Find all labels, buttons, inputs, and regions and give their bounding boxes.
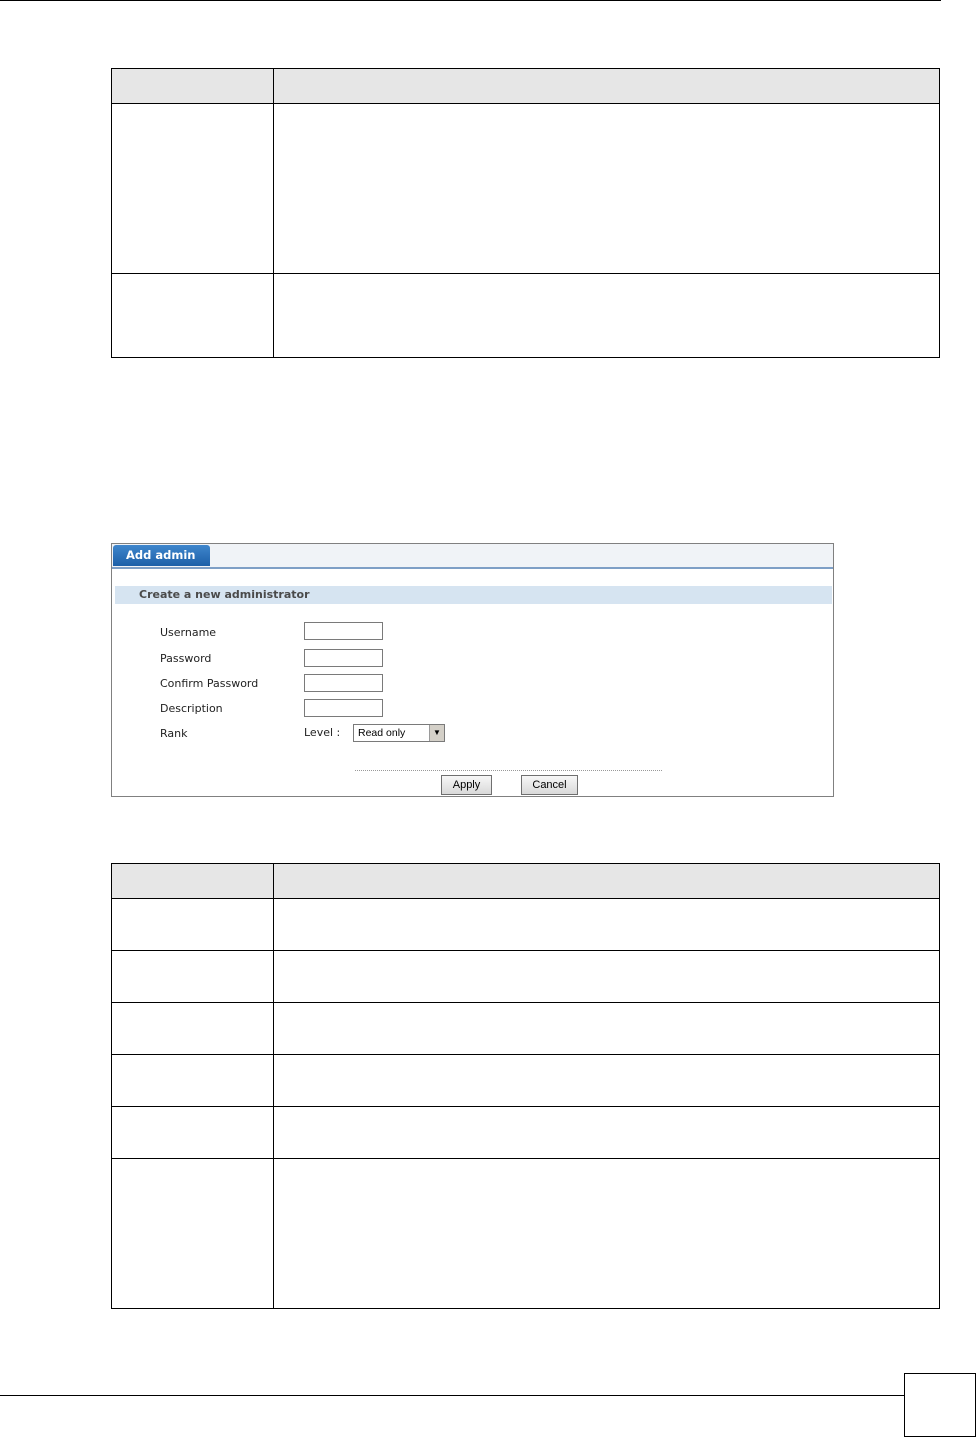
table-cell-label: [112, 1159, 274, 1309]
table-header-row: [112, 69, 940, 104]
confirm-password-label: Confirm Password: [160, 677, 259, 690]
table-cell-label: [112, 899, 274, 951]
level-select[interactable]: [353, 724, 445, 742]
table-cell-description: [274, 104, 940, 274]
apply-button[interactable]: Apply: [441, 775, 492, 795]
table-cell-description: [274, 951, 940, 1003]
description-label: Description: [160, 702, 223, 715]
table-cell-description: [274, 899, 940, 951]
password-field[interactable]: [304, 649, 383, 667]
header-label: [112, 864, 274, 899]
rank-label: Rank: [160, 727, 188, 740]
description-table-top: [111, 68, 940, 358]
table-cell-description: [274, 1055, 940, 1107]
footer-rule: [0, 1395, 904, 1396]
table-row: [112, 104, 940, 274]
username-label: Username: [160, 626, 217, 639]
header-description: [274, 69, 940, 104]
add-admin-panel: [111, 543, 834, 797]
table-row: [112, 274, 940, 358]
table-row: [112, 951, 940, 1003]
header-rule: [0, 0, 941, 1]
level-label: Level :: [304, 726, 341, 739]
table-row: [112, 1003, 940, 1055]
table-cell-label: [112, 104, 274, 274]
table-row: [112, 1159, 940, 1309]
description-field[interactable]: [304, 699, 383, 717]
section-title: Create a new administrator: [115, 586, 832, 604]
table-cell-label: [112, 274, 274, 358]
table-cell-description: [274, 1159, 940, 1309]
tab-bar: [112, 544, 833, 568]
table-header-row: [112, 864, 940, 899]
tab-add-admin[interactable]: Add admin: [113, 545, 210, 566]
header-label: [112, 69, 274, 104]
header-description: [274, 864, 940, 899]
level-select-value: Read only: [358, 727, 406, 739]
cancel-button[interactable]: Cancel: [521, 775, 578, 795]
chevron-down-icon[interactable]: ▼: [429, 725, 444, 741]
divider: [355, 770, 662, 771]
table-cell-description: [274, 1107, 940, 1159]
password-label: Password: [160, 652, 212, 665]
table-cell-label: [112, 1003, 274, 1055]
username-field[interactable]: [304, 622, 383, 640]
table-row: [112, 899, 940, 951]
table-row: [112, 1107, 940, 1159]
description-table-bottom: [111, 863, 940, 1309]
table-row: [112, 1055, 940, 1107]
table-cell-label: [112, 951, 274, 1003]
table-cell-description: [274, 274, 940, 358]
confirm-password-field[interactable]: [304, 674, 383, 692]
page-number-box: [904, 1373, 976, 1437]
table-cell-label: [112, 1055, 274, 1107]
table-cell-description: [274, 1003, 940, 1055]
table-cell-label: [112, 1107, 274, 1159]
tab-underline: [112, 567, 833, 569]
